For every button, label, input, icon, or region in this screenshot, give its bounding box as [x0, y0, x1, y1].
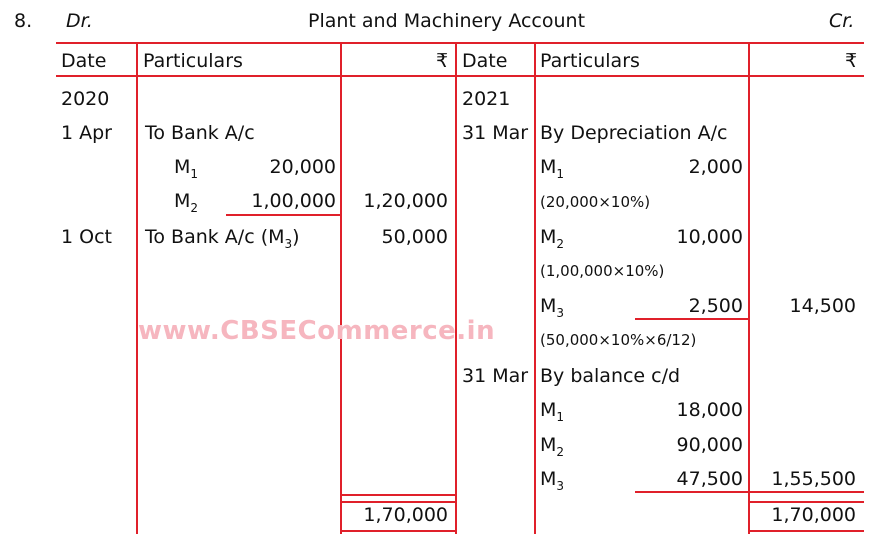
- header-bottom-rule: [56, 75, 864, 77]
- cr-total-bottom-rule: [748, 530, 864, 532]
- dr-total-bottom-rule: [340, 530, 456, 532]
- dr-particulars-header: Particulars: [143, 50, 243, 72]
- dr-date-column-rule: [136, 42, 138, 534]
- cr-dep-m2-label: $M_2$: [540, 226, 565, 251]
- cr-dep-m3-label: $M_3$: [540, 295, 565, 320]
- dr-year: 2020: [61, 88, 110, 110]
- cr-particulars-header: Particulars: [540, 50, 640, 72]
- dr-date-header: Date: [61, 50, 107, 72]
- cr-entry2-date: 31 Mar: [462, 365, 529, 387]
- cr-dep-m3-calc: (50,000×10%×6/12): [540, 331, 697, 349]
- cr-entry2-particulars: By balance c/d: [540, 365, 681, 387]
- cr-bal-total-underline: [748, 491, 864, 493]
- cr-entry1-date: 31 Mar: [462, 122, 529, 144]
- dr-entry1-date: 1 Apr: [61, 122, 112, 144]
- cr-date-column-rule: [534, 42, 536, 534]
- watermark: www.CBSECommerce.in: [138, 316, 496, 346]
- cr-date-header: Date: [462, 50, 508, 72]
- cr-entry1-particulars: By Depreciation A/c: [540, 122, 728, 144]
- header-top-rule: [56, 42, 864, 44]
- cr-year: 2021: [462, 88, 511, 110]
- dr-label: Dr.: [66, 10, 93, 32]
- cr-bal-m1-value: 18,000: [676, 399, 743, 421]
- dr-grand-total: 1,70,000: [363, 504, 448, 526]
- cr-dep-m1-calc: (20,000×10%): [540, 193, 651, 211]
- cr-particulars-column-rule: [748, 42, 750, 534]
- cr-bal-m2-label: $M_2$: [540, 434, 565, 459]
- dr-total-top-rule: [340, 494, 456, 496]
- dr-entry2-date: 1 Oct: [61, 226, 112, 248]
- cr-label: Cr.: [829, 10, 855, 32]
- cr-m3-bal-underline: [635, 491, 748, 493]
- dr-particulars-column-rule: [340, 42, 342, 534]
- dr-m2-underline: [226, 214, 340, 216]
- cr-dep-m1-value: 2,000: [688, 156, 743, 178]
- question-number: 8.: [14, 10, 33, 32]
- dr-entry1-total: 1,20,000: [363, 190, 448, 212]
- cr-dep-m3-value: 2,500: [688, 295, 743, 317]
- cr-grand-total: 1,70,000: [771, 504, 856, 526]
- cr-dep-m2-value: 10,000: [676, 226, 743, 248]
- dr-entry1-particulars: To Bank A/c: [145, 122, 255, 144]
- cr-amount-header: ₹: [845, 50, 858, 72]
- cr-dep-m1-label: $M_1$: [540, 156, 565, 181]
- dr-amount-header: ₹: [436, 50, 449, 72]
- dr-m1-value: 20,000: [269, 156, 336, 178]
- cr-bal-m1-label: $M_1$: [540, 399, 565, 424]
- cr-bal-m2-value: 90,000: [676, 434, 743, 456]
- dr-m1-label: $M_1$: [174, 156, 199, 181]
- cr-m3-dep-underline: [635, 318, 748, 320]
- cr-bal-total: 1,55,500: [771, 468, 856, 490]
- account-title: Plant and Machinery Account: [308, 10, 586, 32]
- dr-m2-label: $M_2$: [174, 190, 199, 215]
- dr-entry2-amount: 50,000: [381, 226, 448, 248]
- cr-bal-m3-label: $M_3$: [540, 468, 565, 493]
- cr-dep-total: 14,500: [789, 295, 856, 317]
- cr-bal-m3-value: 47,500: [676, 468, 743, 490]
- dr-m2-value: 1,00,000: [251, 190, 336, 212]
- center-column-rule: [455, 42, 457, 534]
- cr-dep-m2-calc: (1,00,000×10%): [540, 262, 665, 280]
- dr-entry2-particulars: To Bank A/c $(M_3)$: [145, 226, 300, 251]
